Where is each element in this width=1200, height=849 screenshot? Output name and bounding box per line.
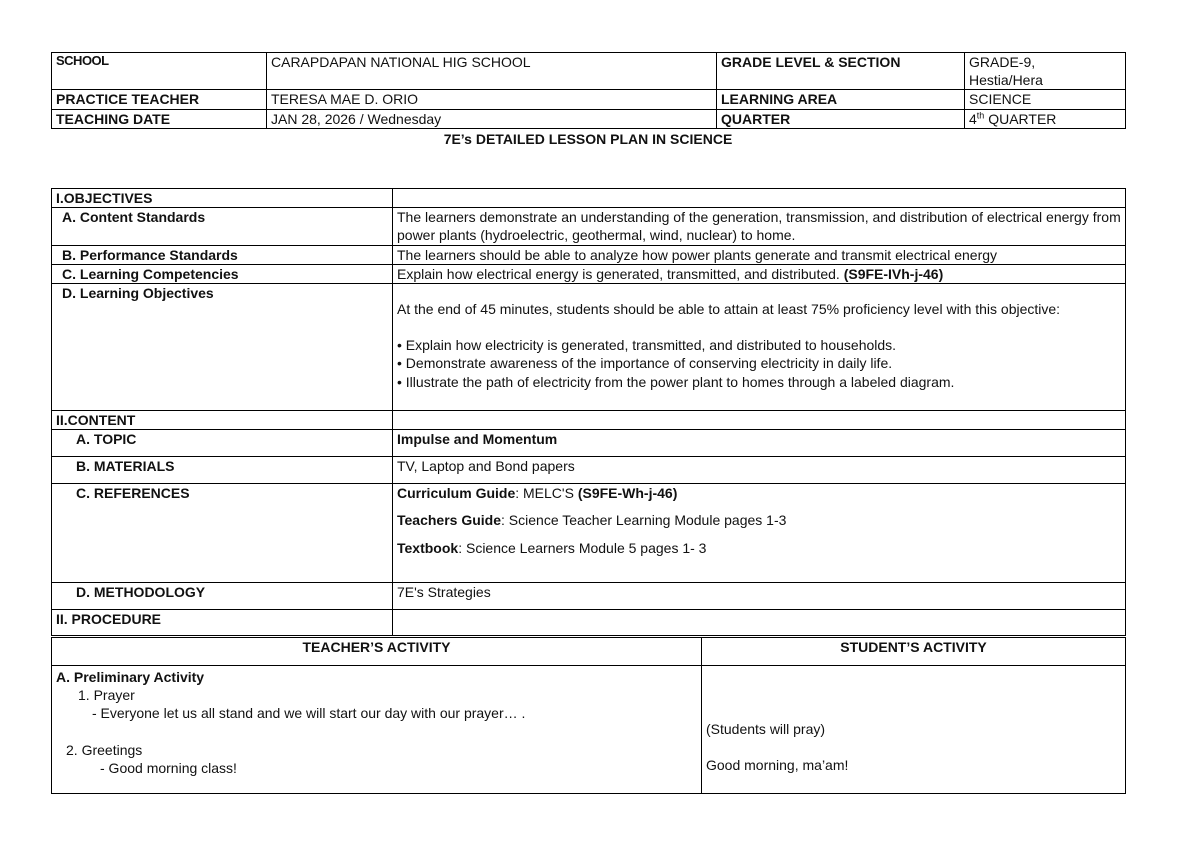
topic-value: Impulse and Momentum (393, 430, 1126, 457)
materials-label: B. MATERIALS (52, 457, 393, 484)
topic-label: A. TOPIC (52, 430, 393, 457)
reference-textbook (397, 539, 1121, 557)
teacher-value: TERESA MAE D. ORIO (267, 90, 717, 109)
header-table (51, 52, 1126, 129)
grade-label: GRADE LEVEL & SECTION (717, 53, 965, 90)
student-activity-header: STUDENT’S ACTIVITY (702, 638, 1126, 666)
learning-competencies-code: (S9FE-IVh-j-46) (843, 265, 944, 282)
reference-title: Curriculum Guide (397, 485, 516, 502)
student-activity-cell (702, 666, 1126, 794)
objectives-heading-blank (393, 189, 1126, 208)
grade-value (965, 53, 1126, 90)
objective-bullet: • Illustrate the path of electricity from the power plant to homes through a labeled diagram. (397, 373, 955, 390)
plan-title: 7E’s DETAILED LESSON PLAN IN SCIENCE (443, 131, 733, 147)
reference-title: Teachers Guide (397, 512, 502, 529)
reference-text: : MELC'S (515, 485, 578, 502)
quarter-label: QUARTER (717, 109, 965, 128)
performance-standards-label: B. Performance Standards (52, 245, 393, 264)
content-standards-label: A. Content Standards (52, 208, 393, 245)
reference-text: : Science Teacher Learning Module pages 1-3 (501, 512, 787, 529)
lesson-table (51, 188, 1126, 636)
quarter-word: QUARTER (984, 110, 1057, 127)
materials-value: TV, Laptop and Bond papers (393, 457, 1126, 484)
area-value: SCIENCE (965, 90, 1126, 109)
reference-title: Textbook (397, 539, 459, 556)
procedure-heading: II. PROCEDURE (52, 610, 393, 636)
methodology-value: 7E's Strategies (393, 583, 1126, 610)
reference-curriculum-guide (397, 484, 1121, 502)
content-standards-text: The learners demonstrate an understanding of the generation, transmission, and distribution of electrical energy from power plants (hydroelectric, geothermal, wind, nuclear) to home. (393, 208, 1126, 245)
date-label: TEACHING DATE (52, 109, 267, 128)
grade-value-line1: GRADE-9, (969, 54, 1036, 70)
greetings-label: 2. Greetings (66, 741, 143, 758)
school-value: CARAPDAPAN NATIONAL HIG SCHOOL (267, 53, 717, 90)
objectives-heading: I.OBJECTIVES (52, 189, 393, 208)
learning-objectives-label: D. Learning Objectives (52, 283, 393, 410)
learning-competencies-label: C. Learning Competencies (52, 264, 393, 283)
reference-code: (S9FE-Wh-j-46) (577, 485, 678, 502)
reference-teachers-guide (397, 511, 1121, 529)
content-heading-blank (393, 410, 1126, 429)
references-cell (393, 484, 1126, 583)
teacher-activity-cell (52, 666, 702, 794)
preliminary-activity-heading: A. Preliminary Activity (56, 669, 205, 685)
procedure-heading-blank (393, 610, 1126, 636)
references-label: C. REFERENCES (52, 484, 393, 583)
quarter-value (965, 109, 1126, 128)
performance-standards-text: The learners should be able to analyze how power plants generate and transmit electrical energy (393, 245, 1126, 264)
greetings-text: - Good morning class! (100, 759, 237, 776)
activity-table (51, 637, 1126, 794)
learning-competencies-cell (393, 264, 1126, 283)
objective-bullet: • Demonstrate awareness of the importance of conserving electricity in daily life. (397, 355, 893, 372)
date-value: JAN 28, 2026 / Wednesday (267, 109, 717, 128)
reference-text: : Science Learners Module 5 pages 1- 3 (458, 539, 707, 556)
prayer-text: - Everyone let us all stand and we will start our day with our prayer… . (92, 705, 526, 722)
learning-objectives-cell (393, 283, 1126, 410)
student-greeting: Good morning, ma’am! (706, 757, 849, 774)
quarter-suffix: th (976, 109, 985, 120)
methodology-label: D. METHODOLOGY (52, 583, 393, 610)
quarter-number: 4 (969, 110, 977, 127)
student-prayer: (Students will pray) (706, 721, 826, 737)
objective-bullet: • Explain how electricity is generated, transmitted, and distributed to households. (397, 337, 897, 354)
school-label: SCHOOL (52, 53, 267, 90)
teacher-label: PRACTICE TEACHER (52, 90, 267, 109)
learning-objectives-intro: At the end of 45 minutes, students should be able to attain at least 75% proficiency level with this objective: (397, 300, 1061, 317)
teacher-activity-header: TEACHER’S ACTIVITY (52, 638, 702, 666)
prayer-label: 1. Prayer (78, 687, 135, 704)
area-label: LEARNING AREA (717, 90, 965, 109)
content-heading: II.CONTENT (52, 410, 393, 429)
grade-value-line2: Hestia/Hera (969, 72, 1043, 89)
learning-competencies-text: Explain how electrical energy is generated, transmitted, and distributed. (397, 265, 844, 282)
